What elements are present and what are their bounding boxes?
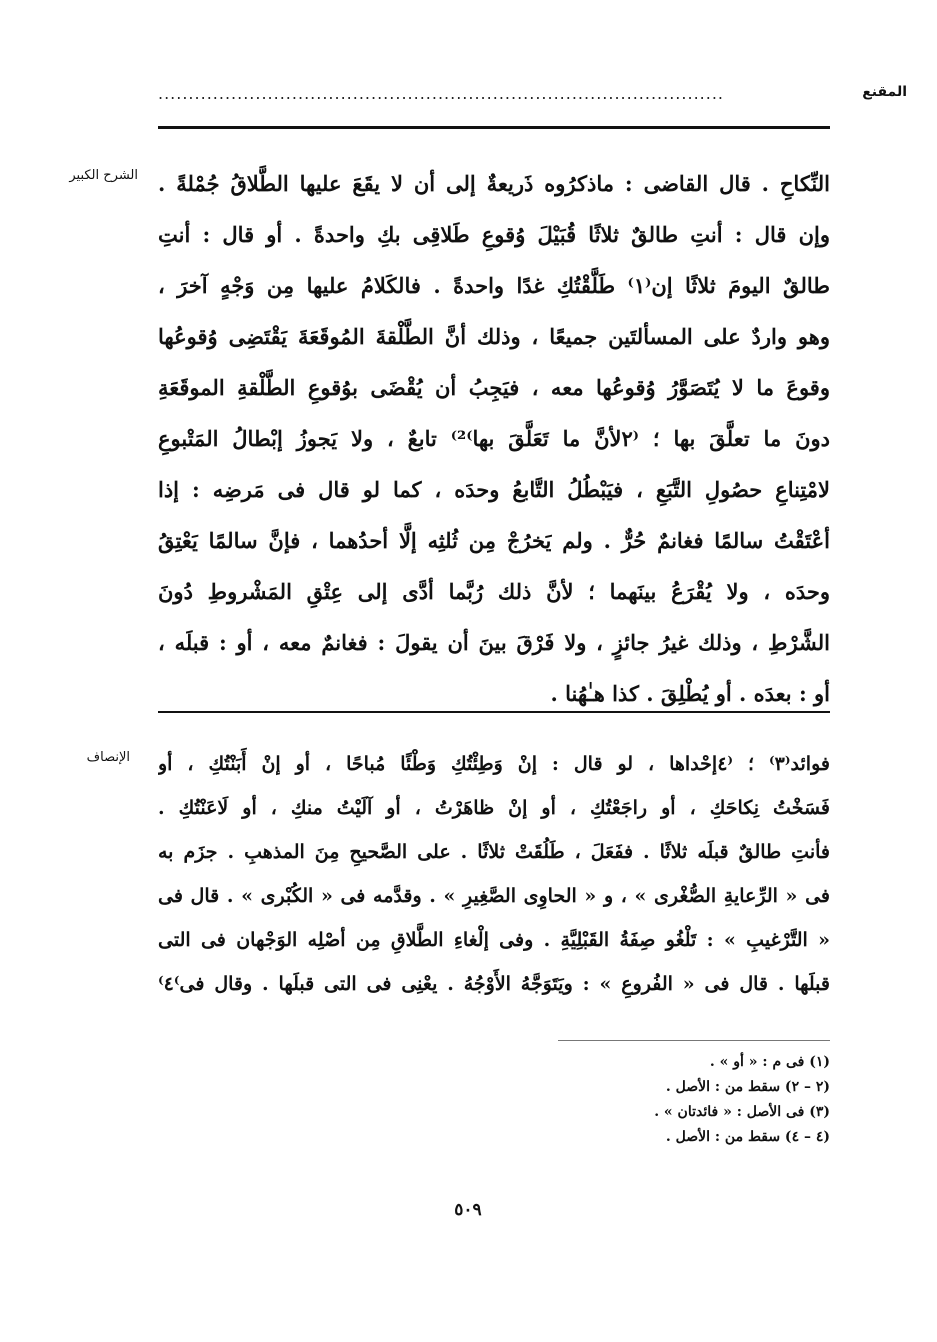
sharh-line: طالقٌ اليومَ ثلاثًا إن⁽١⁾ طَلَّقْتُكِ غدًا واحدةً . فالكَلامُ عليها مِن وَجْهٍ آخرَ ، <box>158 273 830 298</box>
side-label-insaf: الإنصاف <box>86 750 130 765</box>
sharh-line: وإن قال : أنتِ طالقٌ ثلاثًا قُبَيْلَ وُقوعِ طَلاقِى بكِ واحدةً . أو قال : أنتِ <box>158 222 830 247</box>
insaf-line: فَسَخْتُ نِكاحَكِ ، أو راجَعْتُكِ ، أو إنْ ظاهَرْتُ ، أو آلَيْتُ منكِ ، أو لَاعَنْتُكِ . <box>158 797 830 819</box>
footnote-rule <box>558 1040 830 1041</box>
sharh-line: أعْتَقْتُ سالمًا فغانمٌ حُرٌّ . ولم يَخرُجْ مِن ثُلثِه إلَّا أحدُهما ، فإنَّ سالمًا يَعْتِقُ <box>158 528 830 553</box>
sharh-line: وحدَه ، ولا يُقْرَعُ بينَهما ؛ لأنَّ ذلك رُبَّما أدَّى إلى عِتْقِ المَشْروطِ دُونَ <box>158 579 830 604</box>
insaf-line: فأنتِ طالقٌ قبلَه ثلاثًا . ففَعَلَ ، طَلُقَتْ ثلاثًا . على الصَّحيحِ مِنَ المذهبِ . جزَم به <box>158 841 830 863</box>
top-rule <box>158 126 830 129</box>
sharh-line: أو : بعدَه . أو يُطْلِقَ . كذا هـٰهُنا . <box>550 681 830 706</box>
header-dotted-line: ............................................................................................. <box>158 84 724 103</box>
footnote: (٣) فى الأصل : « فائدتان » . <box>654 1104 830 1120</box>
insaf-line: فى « الرِّعايةِ الصُّغْرى » ، و « الحاوِى الصَّغِيرِ » . وقدَّمه فى « الكُبْرى » . قال فى <box>158 885 830 907</box>
footnote: (٢ – ٢) سقط من : الأصل . <box>665 1079 830 1095</box>
section-divider <box>158 711 830 713</box>
footnotes <box>158 1050 830 1150</box>
insaf-line: « التَّرْغيبِ » : تَلْغُو صِفَةُ القَبْلِيَّةِ . وفى إلْغاءِ الطَّلاقِ مِن أصْلِه الوَجْهان فى التى <box>158 929 830 951</box>
page-number: ٥٠٩ <box>454 1200 482 1220</box>
sharh-line: الشَّرْطِ ، وذلك غيرُ جائزٍ ، ولا فَرْقَ بينَ أن يقولَ : فغانمٌ معه ، أو : قبلَه ، <box>158 630 830 655</box>
sharh-text-block <box>158 158 830 719</box>
sharh-line: النِّكاحِ . قال القاضى : ماذكرُوه ذَريعةٌ إلى أن لا يقَعَ عليها الطَّلاقُ جُمْلةً . <box>158 171 830 196</box>
footnote: (١) فى م : « أو » . <box>709 1054 830 1070</box>
sharh-line: لامْتِناعِ حصُولِ التَّبَعِ ، فيَبْطُلُ التَّابعُ وحدَه ، كما لو قال فى مَرضِه : إذا <box>158 477 830 502</box>
footnote: (٤ – ٤) سقط من : الأصل . <box>665 1129 830 1145</box>
sharh-line: وقوعَ ما لا يُتَصَوَّرُ وُقوعُها معه ، فيَجِبُ أن يُقْضَى بوُقوعِ الطَّلْقةِ الموقَعَةِ <box>158 375 830 400</box>
sharh-line: وهو واردٌ على المسألتَين جميعًا ، وذلك أنَّ الطَّلْقةَ المُوقَعَةَ يَقْتَضِى وُقوعُها <box>158 324 830 349</box>
insaf-text-block <box>158 742 830 1006</box>
running-head: المقنع <box>862 84 907 100</box>
sharh-line: دونَ ما تعلَّقَ بها ؛ ⁽٢لأنَّ ما تَعَلَّقَ بها⁾²⁾ تابعٌ ، ولا يَجوزُ إبْطالُ المَتْبوعِ <box>158 426 830 451</box>
side-label-sharh: الشرح الكبير <box>69 168 138 183</box>
insaf-line: قبلَها . قال فى « الفُروعِ » : ويَتَوَجَّهُ الأَوْجُهُ . يعْنِى فى التى قبلَها . وقال فى⁾٤⁾ <box>158 973 830 995</box>
insaf-line: فوائد⁽٣⁾ ؛ ⁽٤إحْداها ، لو قال : إنْ وَطِئْتُكِ وَطْئًا مُباحًا ، أو إنْ أَبَنْتُكِ ، أو <box>158 753 830 775</box>
